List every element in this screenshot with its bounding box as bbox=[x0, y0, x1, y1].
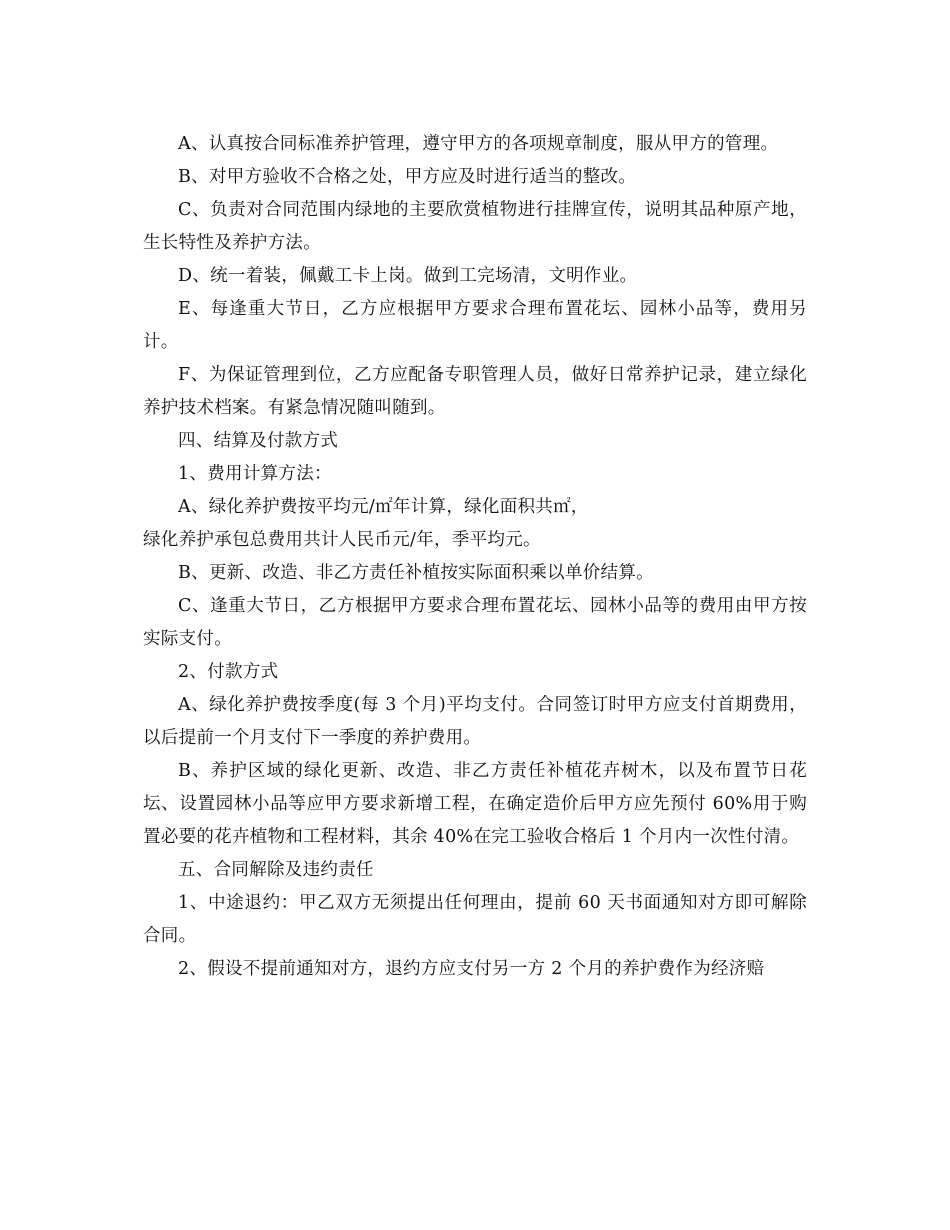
paragraph-termination-1: 1、中途退约：甲乙双方无须提出任何理由，提前 60 天书面通知对方即可解除合同。 bbox=[143, 893, 807, 946]
paragraph-c-plant-labels: C、负责对合同范围内绿地的主要欣赏植物进行挂牌宣传，说明其品种原产地，生长特性及养护方法。 bbox=[143, 200, 807, 253]
paragraph-fee-b: B、更新、改造、非乙方责任补植按实际面积乘以单价结算。 bbox=[178, 563, 654, 583]
paragraph-termination-2: 2、假设不提前通知对方，退约方应支付另一方 2 个月的养护费作为经济赔 bbox=[178, 959, 765, 979]
paragraph-b-rectification: B、对甲方验收不合格之处，甲方应及时进行适当的整改。 bbox=[178, 167, 637, 187]
subheading-fee-calculation: 1、费用计算方法： bbox=[178, 464, 332, 484]
document-body bbox=[143, 128, 807, 986]
paragraph-fee-c: C、逢重大节日，乙方根据甲方要求合理布置花坛、园林小品等的费用由甲方按实际支付。 bbox=[143, 596, 807, 649]
paragraph-fee-a: A、绿化养护费按平均元/㎡年计算，绿化面积共㎡， bbox=[178, 497, 589, 517]
paragraph-fee-total: 绿化养护承包总费用共计人民币元/年，季平均元。 bbox=[143, 530, 541, 550]
section-heading-termination: 五、合同解除及违约责任 bbox=[178, 860, 374, 880]
paragraph-a-management: A、认真按合同标准养护管理，遵守甲方的各项规章制度，服从甲方的管理。 bbox=[178, 134, 779, 154]
paragraph-d-uniform: D、统一着装，佩戴工卡上岗。做到工完场清，文明作业。 bbox=[178, 266, 638, 286]
paragraph-payment-b: B、养护区域的绿化更新、改造、非乙方责任补植花卉树木，以及布置节日花坛、设置园林小品等应甲方要求新增工程，在确定造价后甲方应先预付 60%用于购置必要的花卉植物和工程材料，其余 40%在完工验收合格后 1 个月内一次性付清。 bbox=[143, 761, 807, 847]
subheading-payment-method: 2、付款方式 bbox=[178, 662, 279, 682]
paragraph-payment-a: A、绿化养护费按季度(每 3 个月)平均支付。合同签订时甲方应支付首期费用，以后提前一个月支付下一季度的养护费用。 bbox=[143, 695, 807, 748]
paragraph-f-staff: F、为保证管理到位，乙方应配备专职管理人员，做好日常养护记录，建立绿化养护技术档案。有紧急情况随叫随到。 bbox=[143, 365, 807, 418]
section-heading-settlement: 四、结算及付款方式 bbox=[178, 431, 339, 451]
paragraph-e-holidays: E、每逢重大节日，乙方应根据甲方要求合理布置花坛、园林小品等，费用另计。 bbox=[143, 299, 807, 352]
